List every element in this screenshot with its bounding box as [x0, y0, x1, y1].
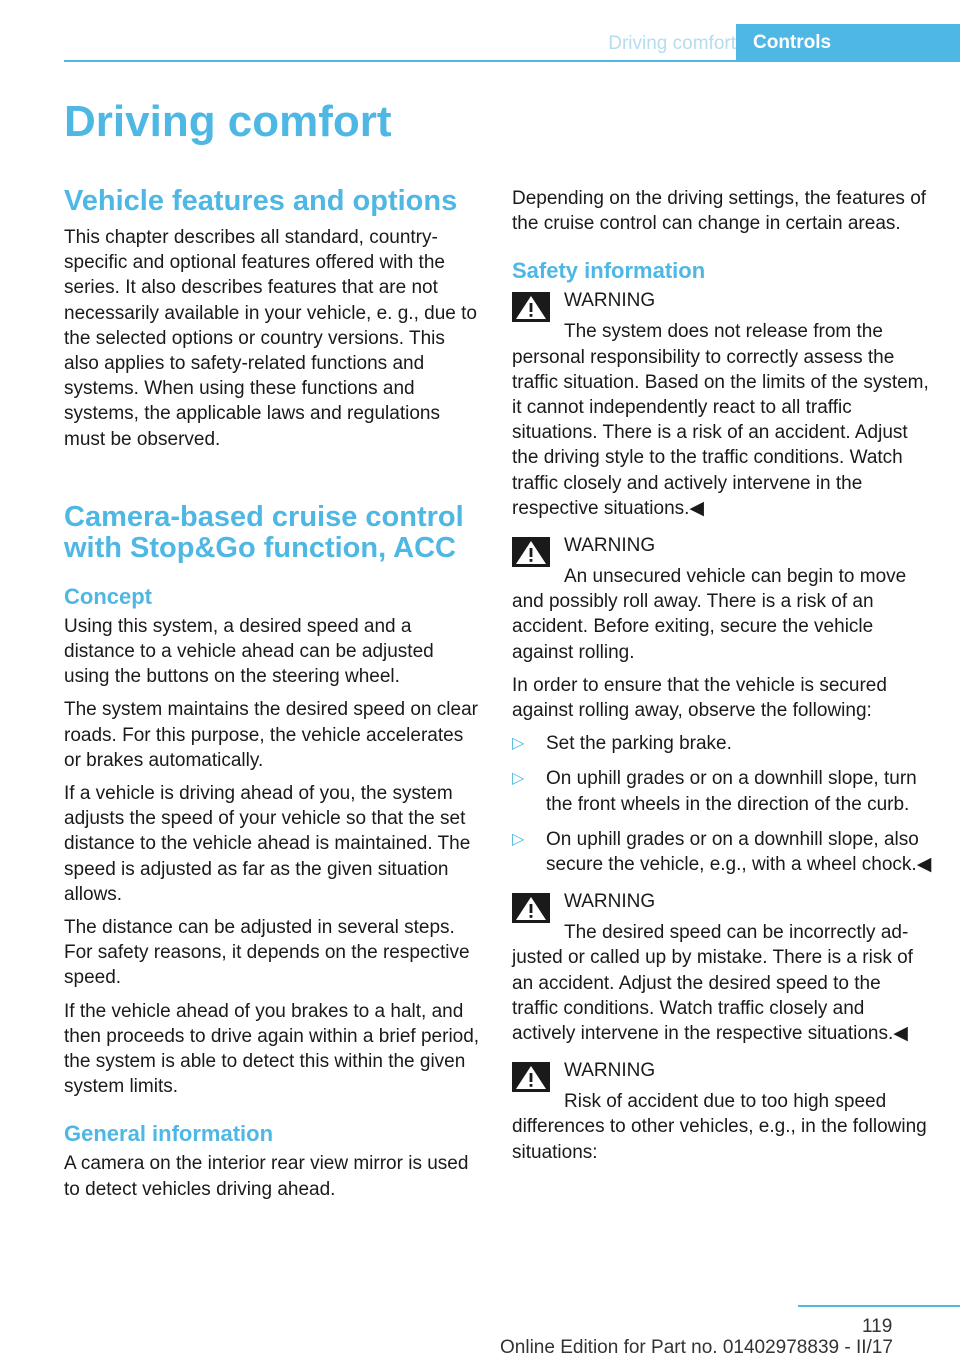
heading-general-information: General information: [64, 1121, 274, 1147]
header-section-label: Driving comfort: [608, 33, 736, 54]
list-item: [512, 827, 932, 877]
paragraph-general-information: A camera on the interior rear view mirror is used to detect vehicles driving ahead.: [64, 1153, 469, 1200]
heading-concept: Concept: [64, 583, 152, 609]
warning-text: justed or called up by mistake. There is a risk of an accident. Adjust the desired speed to the traffic conditions. Watch traffic closely and actively intervene in the respective situations.◀: [512, 947, 913, 1045]
bullet-marker: ▷: [512, 770, 525, 788]
warning-triangle-icon: [512, 1062, 550, 1092]
warning-block-4: [512, 1058, 932, 1165]
warning-text: and possibly roll away. There is a risk of an accident. Before exiting, secure the vehicle against rolling.: [512, 591, 874, 663]
list-item-text: On uphill grades or on a downhill slope, also secure the vehicle, e.g., with a wheel chock.◀: [546, 828, 932, 876]
bullet-marker: ▷: [512, 735, 525, 753]
paragraph-secure-vehicle: In order to ensure that the vehicle is secured against rolling away, observe the following:: [512, 674, 887, 722]
footer-rule: [798, 1305, 960, 1307]
warning-text-first-line: An unsecured vehicle can begin to move: [564, 566, 907, 588]
warning-triangle-icon: [512, 893, 550, 923]
warning-text: personal responsibility to correctly assess the traffic situation. Based on the limits of the system, it cannot independently react to all traffic situations. There is a risk of an accident. Adjust the driving style to the traffic conditions. Watch traffic closely and actively intervene in the respective situations.◀: [512, 346, 929, 519]
warning-block-3: [512, 889, 932, 1046]
warning-text-first-line: The system does not release from the: [564, 321, 883, 343]
list-item-text: Set the parking brake.: [546, 733, 732, 755]
warning-text-first-line: The desired speed can be incorrectly ad-: [564, 922, 909, 944]
edition-footer: Online Edition for Part no. 01402978839 - II/17: [500, 1337, 893, 1358]
warning-block-2: [512, 533, 932, 665]
list-item: [512, 766, 932, 816]
heading-safety-information: Safety information: [512, 258, 706, 284]
heading-vehicle-features: Vehicle features and options: [64, 185, 458, 217]
warning-text-first-line: Risk of accident due to too high speed: [564, 1091, 887, 1113]
warning-label: WARNING: [564, 290, 656, 312]
bullet-marker: ▷: [512, 830, 525, 848]
warning-label: WARNING: [564, 1060, 656, 1082]
list-item: [512, 731, 932, 756]
paragraph-concept-3: If a vehicle is driving ahead of you, the system adjusts the speed of your vehicle so that the set distance to the vehicle ahead is maintained. The speed is adjusted as far as the given situation allows.: [64, 783, 471, 905]
paragraph-concept-1: Using this system, a desired speed and a distance to a vehicle ahead can be adjusted using the buttons on the steering wheel.: [64, 615, 434, 688]
left-column: [64, 186, 484, 1210]
warning-label: WARNING: [564, 891, 656, 913]
header-chapter-tab: Controls: [736, 24, 960, 62]
warning-triangle-icon: [512, 292, 550, 322]
page-number: 119: [862, 1316, 893, 1337]
list-item-text: On uphill grades or on a downhill slope, turn the front wheels in the direction of the curb.: [546, 768, 917, 815]
warning-triangle-icon: [512, 537, 550, 567]
bullet-list: [512, 731, 932, 877]
heading-acc: Camera-based cruise control with Stop&Go function, ACC: [64, 500, 464, 564]
page-title: Driving comfort: [64, 97, 392, 146]
header-rule: [64, 60, 960, 62]
paragraph-concept-4: The distance can be adjusted in several steps. For safety reasons, it depends on the respective speed.: [64, 917, 470, 989]
right-column: [512, 186, 932, 1177]
paragraph-driving-settings: Depending on the driving settings, the features of the cruise control can change in certain areas.: [512, 188, 927, 235]
warning-text: differences to other vehicles, e.g., in the following situations:: [512, 1116, 927, 1163]
paragraph-concept-5: If the vehicle ahead of you brakes to a halt, and then proceeds to drive again within a brief period, the system is able to detect this within the given system limits.: [64, 1000, 480, 1098]
warning-block-1: [512, 288, 932, 521]
paragraph-concept-2: The system maintains the desired speed on clear roads. For this purpose, the vehicle accelerates or brakes automatically.: [64, 699, 478, 771]
paragraph-vehicle-features: This chapter describes all standard, country-specific and optional features offered with the series. It also describes features that are not necessarily available in your vehicle, e. g., due to the selected options or country versions. This also applies to safety-related functions and systems. When using these functions and systems, the applicable laws and regulations must be observed.: [64, 227, 477, 450]
warning-label: WARNING: [564, 535, 656, 557]
